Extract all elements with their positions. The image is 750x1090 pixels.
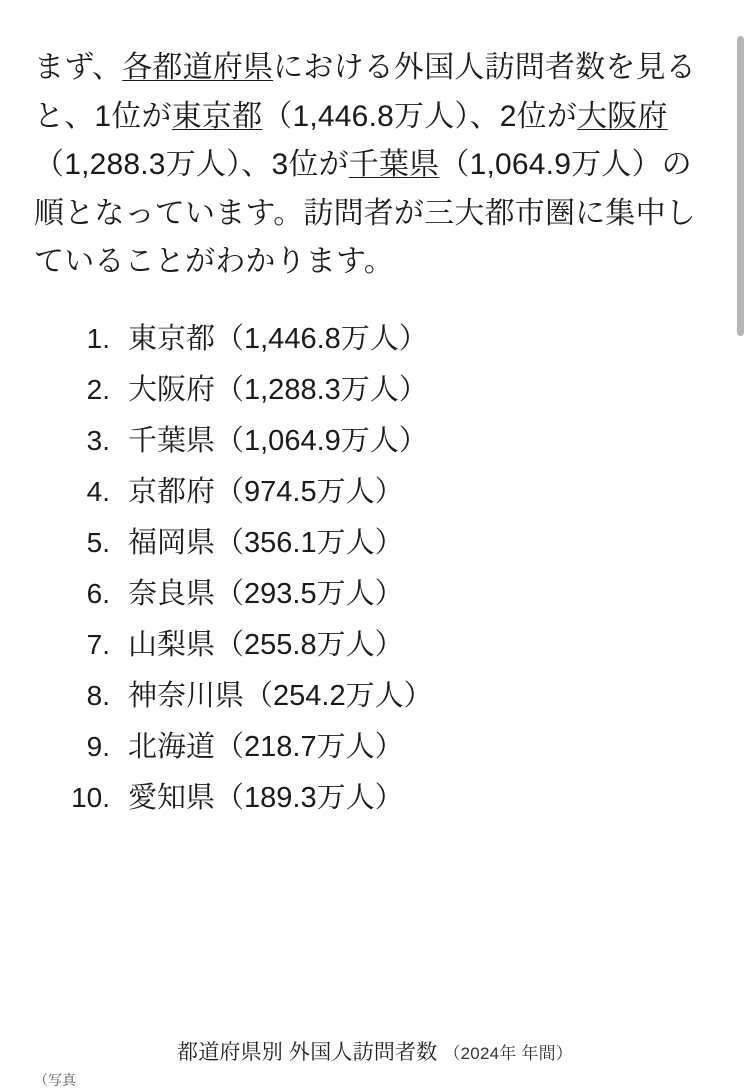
rank-label: 愛知県（189.3万人）: [128, 781, 404, 814]
rank-number: 1 .: [52, 325, 110, 353]
rank-number: 9 .: [52, 733, 110, 761]
lead-link-tokyo[interactable]: 東京都: [171, 99, 263, 133]
list-item: [52, 373, 716, 406]
rank-number: 7 .: [52, 631, 110, 659]
caption-title: 都道府県別 外国人訪問者数: [177, 1041, 438, 1064]
footnote-text: （写真: [34, 1072, 76, 1088]
lead-segment-4: （1,446.8万人）、2位が: [262, 99, 578, 133]
rank-label: 東京都（1,446.8万人）: [128, 322, 428, 355]
ranking-list: [34, 322, 716, 814]
lead-segment-8: （1,064.9万人）の順となっています。訪問者が三大都市圏に集中していることがわかります。: [34, 148, 696, 279]
scrollbar-thumb[interactable]: [737, 36, 744, 336]
list-item: [52, 679, 716, 712]
rank-label: 山梨県（255.8万人）: [128, 628, 404, 661]
lead-paragraph: [34, 0, 716, 287]
list-item: [52, 475, 716, 508]
list-item: [52, 577, 716, 610]
rank-label: 大阪府（1,288.3万人）: [128, 373, 428, 406]
rank-number: 8 .: [52, 682, 110, 710]
caption-subtitle: （2024年 年間）: [443, 1044, 573, 1063]
lead-segment-6: （1,288.3万人）、3位が: [34, 148, 349, 182]
lead-segment-0: まず、: [34, 51, 123, 84]
rank-number: 6 .: [52, 580, 110, 608]
list-item: [52, 730, 716, 763]
list-item: [52, 781, 716, 814]
top-divider: [0, 0, 750, 2]
list-item: [52, 526, 716, 559]
figure-caption: [0, 1036, 750, 1066]
rank-label: 神奈川県（254.2万人）: [128, 679, 433, 712]
lead-link-chiba[interactable]: 千葉県: [348, 148, 440, 182]
lead-segment-2: における外国人訪問者数を見ると、1位が: [34, 51, 697, 133]
list-item: [52, 628, 716, 661]
list-item: [52, 322, 716, 355]
rank-label: 福岡県（356.1万人）: [128, 526, 404, 559]
list-item: [52, 424, 716, 457]
rank-number: 4 .: [52, 478, 110, 506]
rank-number: 5 .: [52, 529, 110, 557]
rank-label: 奈良県（293.5万人）: [128, 577, 404, 610]
scrollbar-track[interactable]: [740, 0, 747, 1084]
rank-number: 10 .: [52, 784, 110, 812]
rank-label: 千葉県（1,064.9万人）: [128, 424, 428, 457]
rank-label: 京都府（974.5万人）: [128, 475, 404, 508]
rank-number: 2 .: [52, 376, 110, 404]
rank-number: 3 .: [52, 427, 110, 455]
rank-label: 北海道（218.7万人）: [128, 730, 404, 763]
lead-link-osaka[interactable]: 大阪府: [577, 99, 668, 133]
lead-link-prefectures[interactable]: 各都道府県: [122, 51, 274, 84]
